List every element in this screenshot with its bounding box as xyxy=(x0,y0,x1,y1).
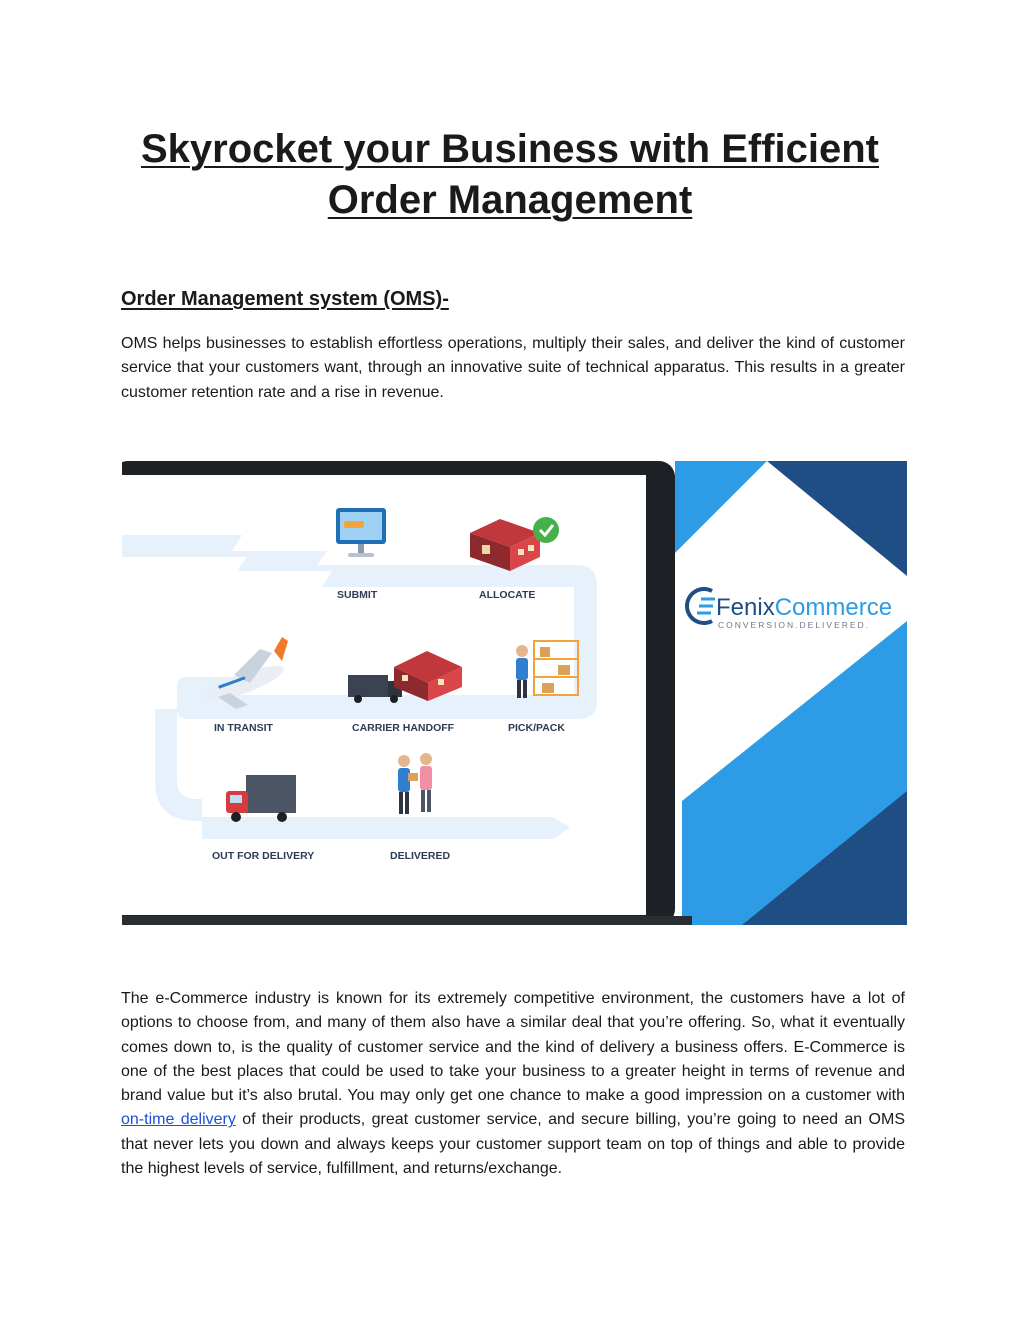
body-paragraph xyxy=(121,987,905,1181)
stage-label-pick-pack: PICK/PACK xyxy=(508,722,565,734)
stage-label-out-for-delivery: OUT FOR DELIVERY xyxy=(212,850,315,862)
logo-tagline: CONVERSION.DELIVERED. xyxy=(718,620,871,630)
title-line-1: Skyrocket your Business with Efficient xyxy=(141,127,879,171)
body-text-before-link: The e-Commerce industry is known for its extremely competitive environment, the customers have a lot of options to choose from, and many of them also have a similar deal that you’re offering. So, what it eventually comes down to, is the quality of customer service and the kind of delivery a business offers. E-Commerce is one of the best places that could be used to take your business to a greater height in terms of revenue and brand value but it’s also brutal. You may only get one chance to make a good impression on a customer with xyxy=(121,990,905,1105)
fenixcommerce-logo xyxy=(687,589,892,630)
svg-text:FenixCommerce xyxy=(716,594,892,621)
stage-label-delivered: DELIVERED xyxy=(390,850,451,862)
stage-label-submit: SUBMIT xyxy=(337,589,378,601)
on-time-delivery-link[interactable]: on-time delivery xyxy=(121,1111,236,1129)
stage-label-allocate: ALLOCATE xyxy=(479,589,536,601)
logo-name-fenix: Fenix xyxy=(716,594,775,621)
body-text-after-link: of their products, great customer service, and secure billing, you’re going to need an OMS that never lets you down and always keeps your customer support team on top of things and able to provide the highest levels of service, fulfillment, and returns/exchange. xyxy=(121,1111,905,1178)
stage-label-in-transit: IN TRANSIT xyxy=(214,722,273,734)
stage-label-carrier-handoff: CARRIER HANDOFF xyxy=(352,722,455,734)
page-title xyxy=(100,124,920,226)
oms-flow-illustration xyxy=(122,461,907,925)
intro-paragraph: OMS helps businesses to establish effortless operations, multiply their sales, and deliver the kind of customer service that your customers want, through an innovative suite of technical apparatus. This results in a greater customer retention rate and a rise in revenue. xyxy=(121,335,905,401)
section-heading: Order Management system (OMS)- xyxy=(121,288,449,310)
logo-name-commerce: Commerce xyxy=(774,594,893,621)
title-line-2: Order Management xyxy=(327,178,693,222)
